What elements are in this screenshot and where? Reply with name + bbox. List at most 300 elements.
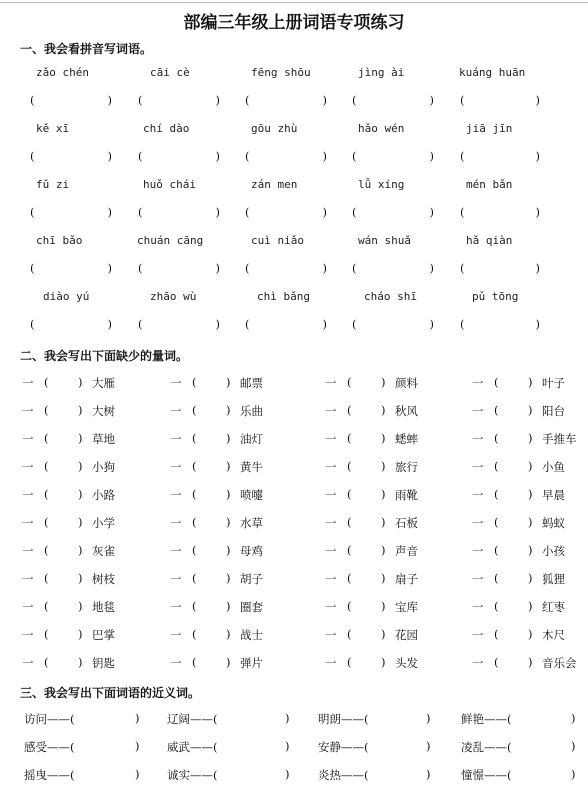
- close-paren: ): [429, 149, 434, 163]
- open-paren: (: [44, 543, 49, 557]
- open-paren: (: [44, 571, 49, 585]
- noun-word: 手推车: [542, 432, 577, 446]
- close-paren: ): [78, 487, 83, 501]
- open-paren: (: [30, 317, 35, 331]
- close-paren: ): [285, 711, 290, 725]
- measure-word-item: [170, 543, 310, 559]
- open-paren: (: [30, 149, 35, 163]
- prefix-yi: 一: [472, 404, 484, 418]
- close-paren: ): [226, 599, 231, 613]
- prefix-yi: 一: [325, 376, 337, 390]
- measure-word-item: [472, 543, 588, 559]
- synonym-item: [461, 711, 581, 727]
- synonym-item: [24, 767, 145, 783]
- close-paren: ): [381, 375, 386, 389]
- noun-word: 小学: [92, 516, 115, 530]
- pinyin-label: lǚ xíng: [358, 178, 405, 191]
- prefix-yi: 一: [170, 656, 182, 670]
- open-paren: (: [245, 317, 250, 331]
- synonym-prompt: 凌乱——(: [461, 740, 512, 754]
- answer-blank[interactable]: [460, 93, 540, 109]
- open-paren: (: [494, 543, 499, 557]
- noun-word: 战士: [240, 628, 263, 642]
- close-paren: ): [429, 93, 434, 107]
- noun-word: 水草: [240, 516, 263, 530]
- close-paren: ): [78, 543, 83, 557]
- pinyin-label: zhāo wù: [150, 290, 197, 303]
- synonym-item: [461, 739, 581, 755]
- synonym-prompt: 鲜艳——(: [461, 712, 512, 726]
- synonym-item: [24, 739, 145, 755]
- prefix-yi: 一: [472, 628, 484, 642]
- pinyin-label: chì bǎng: [257, 290, 310, 303]
- synonym-prompt: 访问——(: [24, 712, 75, 726]
- synonym-prompt: 摇曳——(: [24, 768, 75, 782]
- close-paren: ): [78, 515, 83, 529]
- answer-blank[interactable]: [30, 261, 112, 277]
- answer-blank[interactable]: [352, 149, 434, 165]
- measure-word-item: [472, 627, 588, 643]
- pinyin-label: mén bǎn: [466, 178, 513, 191]
- synonym-item: [167, 711, 295, 727]
- synonym-item: [167, 739, 295, 755]
- pinyin-label: cāi cè: [150, 66, 190, 79]
- synonym-item: [167, 767, 295, 783]
- noun-word: 巴掌: [92, 628, 115, 642]
- synonym-item: [318, 767, 436, 783]
- pinyin-label: kě xī: [36, 122, 70, 135]
- close-paren: ): [381, 543, 386, 557]
- noun-word: 蚂蚁: [542, 516, 565, 530]
- noun-word: 钥匙: [92, 656, 115, 670]
- prefix-yi: 一: [472, 432, 484, 446]
- noun-word: 小狗: [92, 460, 115, 474]
- close-paren: ): [135, 711, 140, 725]
- close-paren: ): [381, 515, 386, 529]
- prefix-yi: 一: [170, 628, 182, 642]
- answer-blank[interactable]: [30, 149, 112, 165]
- open-paren: (: [192, 543, 197, 557]
- open-paren: (: [352, 93, 357, 107]
- measure-word-item: [22, 403, 162, 419]
- open-paren: (: [460, 261, 465, 275]
- answer-blank[interactable]: [245, 317, 327, 333]
- noun-word: 黄牛: [240, 460, 263, 474]
- close-paren: ): [226, 459, 231, 473]
- close-paren: ): [528, 571, 533, 585]
- open-paren: (: [44, 627, 49, 641]
- close-paren: ): [571, 739, 576, 753]
- synonym-prompt: 感受——(: [24, 740, 75, 754]
- open-paren: (: [192, 375, 197, 389]
- close-paren: ): [226, 515, 231, 529]
- pinyin-label: fēng shōu: [251, 66, 311, 79]
- open-paren: (: [494, 403, 499, 417]
- noun-word: 油灯: [240, 432, 263, 446]
- open-paren: (: [192, 431, 197, 445]
- close-paren: ): [107, 149, 112, 163]
- answer-blank[interactable]: [352, 93, 434, 109]
- close-paren: ): [78, 403, 83, 417]
- pinyin-label: fǔ zi: [36, 178, 70, 191]
- prefix-yi: 一: [325, 572, 337, 586]
- close-paren: ): [429, 261, 434, 275]
- answer-blank[interactable]: [352, 205, 434, 221]
- answer-blank[interactable]: [30, 317, 112, 333]
- measure-word-item: [22, 515, 162, 531]
- prefix-yi: 一: [22, 572, 34, 586]
- close-paren: ): [528, 375, 533, 389]
- answer-blank[interactable]: [138, 149, 220, 165]
- close-paren: ): [135, 767, 140, 781]
- close-paren: ): [381, 487, 386, 501]
- measure-word-item: [22, 627, 162, 643]
- close-paren: ): [285, 767, 290, 781]
- answer-blank[interactable]: [460, 317, 540, 333]
- answer-blank[interactable]: [460, 261, 540, 277]
- open-paren: (: [30, 93, 35, 107]
- prefix-yi: 一: [472, 516, 484, 530]
- prefix-yi: 一: [22, 628, 34, 642]
- noun-word: 大树: [92, 404, 115, 418]
- close-paren: ): [226, 375, 231, 389]
- close-paren: ): [107, 205, 112, 219]
- close-paren: ): [571, 767, 576, 781]
- open-paren: (: [347, 543, 352, 557]
- pinyin-label: hǎo wén: [358, 122, 405, 135]
- measure-word-item: [22, 543, 162, 559]
- open-paren: (: [347, 487, 352, 501]
- open-paren: (: [44, 375, 49, 389]
- synonym-prompt: 炎热——(: [318, 768, 369, 782]
- close-paren: ): [381, 599, 386, 613]
- close-paren: ): [215, 317, 220, 331]
- measure-word-item: [472, 655, 588, 671]
- prefix-yi: 一: [472, 544, 484, 558]
- measure-word-item: [170, 599, 310, 615]
- close-paren: ): [426, 739, 431, 753]
- answer-blank[interactable]: [352, 317, 434, 333]
- prefix-yi: 一: [325, 628, 337, 642]
- close-paren: ): [78, 599, 83, 613]
- pinyin-label: cuì niǎo: [251, 234, 304, 247]
- open-paren: (: [192, 403, 197, 417]
- open-paren: (: [44, 515, 49, 529]
- open-paren: (: [347, 571, 352, 585]
- open-paren: (: [192, 571, 197, 585]
- noun-word: 乐曲: [240, 404, 263, 418]
- measure-word-item: [472, 403, 588, 419]
- answer-blank[interactable]: [138, 261, 220, 277]
- open-paren: (: [494, 375, 499, 389]
- prefix-yi: 一: [22, 432, 34, 446]
- noun-word: 树枝: [92, 572, 115, 586]
- open-paren: (: [138, 149, 143, 163]
- close-paren: ): [226, 655, 231, 669]
- pinyin-label: huǒ chái: [143, 178, 196, 191]
- synonym-prompt: 诚实——(: [167, 768, 218, 782]
- close-paren: ): [429, 317, 434, 331]
- prefix-yi: 一: [325, 544, 337, 558]
- measure-word-item: [170, 571, 310, 587]
- measure-word-item: [22, 487, 162, 503]
- noun-word: 头发: [395, 656, 418, 670]
- answer-blank[interactable]: [245, 205, 327, 221]
- measure-word-item: [325, 543, 465, 559]
- prefix-yi: 一: [325, 600, 337, 614]
- noun-word: 小鱼: [542, 460, 565, 474]
- open-paren: (: [138, 205, 143, 219]
- prefix-yi: 一: [22, 656, 34, 670]
- noun-word: 早晨: [542, 488, 565, 502]
- answer-blank[interactable]: [138, 205, 220, 221]
- measure-word-item: [170, 375, 310, 391]
- measure-word-item: [170, 403, 310, 419]
- prefix-yi: 一: [325, 656, 337, 670]
- prefix-yi: 一: [325, 460, 337, 474]
- open-paren: (: [494, 515, 499, 529]
- close-paren: ): [528, 487, 533, 501]
- prefix-yi: 一: [22, 488, 34, 502]
- measure-word-item: [325, 375, 465, 391]
- pinyin-label: gōu zhù: [251, 122, 298, 135]
- answer-blank[interactable]: [30, 93, 112, 109]
- open-paren: (: [352, 317, 357, 331]
- measure-word-item: [170, 515, 310, 531]
- open-paren: (: [347, 459, 352, 473]
- answer-blank[interactable]: [30, 205, 112, 221]
- measure-word-item: [22, 655, 162, 671]
- open-paren: (: [494, 599, 499, 613]
- close-paren: ): [381, 571, 386, 585]
- measure-word-item: [472, 459, 588, 475]
- open-paren: (: [192, 487, 197, 501]
- open-paren: (: [352, 149, 357, 163]
- prefix-yi: 一: [170, 516, 182, 530]
- noun-word: 草地: [92, 432, 115, 446]
- noun-word: 旅行: [395, 460, 418, 474]
- pinyin-label: chí dào: [143, 122, 190, 135]
- prefix-yi: 一: [22, 460, 34, 474]
- noun-word: 阳台: [542, 404, 565, 418]
- pinyin-label: wán shuǎ: [358, 234, 411, 247]
- close-paren: ): [78, 459, 83, 473]
- measure-word-item: [325, 487, 465, 503]
- close-paren: ): [78, 375, 83, 389]
- close-paren: ): [528, 431, 533, 445]
- open-paren: (: [460, 317, 465, 331]
- answer-blank[interactable]: [460, 205, 540, 221]
- open-paren: (: [494, 431, 499, 445]
- prefix-yi: 一: [325, 516, 337, 530]
- measure-word-item: [325, 599, 465, 615]
- noun-word: 母鸡: [240, 544, 263, 558]
- measure-word-item: [472, 599, 588, 615]
- noun-word: 宝库: [395, 600, 418, 614]
- noun-word: 胡子: [240, 572, 263, 586]
- open-paren: (: [494, 487, 499, 501]
- measure-word-item: [325, 403, 465, 419]
- noun-word: 颜料: [395, 376, 418, 390]
- synonym-prompt: 安静——(: [318, 740, 369, 754]
- pinyin-label: zǎo chén: [36, 66, 89, 79]
- measure-word-item: [170, 431, 310, 447]
- measure-word-item: [22, 431, 162, 447]
- prefix-yi: 一: [170, 600, 182, 614]
- close-paren: ): [528, 655, 533, 669]
- noun-word: 扇子: [395, 572, 418, 586]
- pinyin-label: zán men: [251, 178, 298, 191]
- noun-word: 叶子: [542, 376, 565, 390]
- noun-word: 小孩: [542, 544, 565, 558]
- measure-word-item: [325, 459, 465, 475]
- open-paren: (: [245, 93, 250, 107]
- prefix-yi: 一: [325, 432, 337, 446]
- top-rule: [0, 2, 588, 3]
- measure-word-item: [472, 431, 588, 447]
- close-paren: ): [322, 317, 327, 331]
- open-paren: (: [192, 515, 197, 529]
- prefix-yi: 一: [170, 572, 182, 586]
- open-paren: (: [347, 627, 352, 641]
- noun-word: 花园: [395, 628, 418, 642]
- prefix-yi: 一: [472, 460, 484, 474]
- answer-blank[interactable]: [245, 149, 327, 165]
- pinyin-label: chī bǎo: [36, 234, 83, 247]
- answer-blank[interactable]: [245, 261, 327, 277]
- prefix-yi: 一: [22, 544, 34, 558]
- prefix-yi: 一: [472, 488, 484, 502]
- open-paren: (: [352, 261, 357, 275]
- answer-blank[interactable]: [138, 317, 220, 333]
- close-paren: ): [535, 149, 540, 163]
- noun-word: 蟋蟀: [395, 432, 418, 446]
- prefix-yi: 一: [22, 600, 34, 614]
- answer-blank[interactable]: [352, 261, 434, 277]
- open-paren: (: [347, 599, 352, 613]
- noun-word: 圈套: [240, 600, 263, 614]
- close-paren: ): [135, 739, 140, 753]
- measure-word-item: [170, 627, 310, 643]
- synonym-item: [318, 711, 436, 727]
- prefix-yi: 一: [170, 460, 182, 474]
- section-title-pinyin: 一、我会看拼音写词语。: [20, 42, 153, 56]
- noun-word: 喷嚏: [240, 488, 263, 502]
- prefix-yi: 一: [325, 404, 337, 418]
- close-paren: ): [215, 205, 220, 219]
- close-paren: ): [78, 571, 83, 585]
- close-paren: ): [322, 149, 327, 163]
- pinyin-label: pǔ tōng: [472, 290, 519, 303]
- open-paren: (: [494, 627, 499, 641]
- close-paren: ): [78, 655, 83, 669]
- close-paren: ): [226, 627, 231, 641]
- close-paren: ): [535, 261, 540, 275]
- close-paren: ): [107, 93, 112, 107]
- noun-word: 雨靴: [395, 488, 418, 502]
- open-paren: (: [44, 655, 49, 669]
- open-paren: (: [347, 655, 352, 669]
- measure-word-item: [22, 599, 162, 615]
- open-paren: (: [494, 655, 499, 669]
- noun-word: 音乐会: [542, 656, 577, 670]
- open-paren: (: [245, 261, 250, 275]
- close-paren: ): [285, 739, 290, 753]
- close-paren: ): [215, 93, 220, 107]
- measure-word-item: [325, 655, 465, 671]
- noun-word: 小路: [92, 488, 115, 502]
- pinyin-label: hǎ qiàn: [466, 234, 513, 247]
- close-paren: ): [107, 317, 112, 331]
- close-paren: ): [528, 403, 533, 417]
- close-paren: ): [571, 711, 576, 725]
- synonym-item: [318, 739, 436, 755]
- noun-word: 秋风: [395, 404, 418, 418]
- close-paren: ): [535, 93, 540, 107]
- open-paren: (: [245, 205, 250, 219]
- close-paren: ): [535, 205, 540, 219]
- close-paren: ): [429, 205, 434, 219]
- prefix-yi: 一: [170, 544, 182, 558]
- measure-word-item: [472, 571, 588, 587]
- measure-word-item: [170, 459, 310, 475]
- close-paren: ): [215, 149, 220, 163]
- close-paren: ): [226, 431, 231, 445]
- open-paren: (: [347, 515, 352, 529]
- answer-blank[interactable]: [460, 149, 540, 165]
- pinyin-label: diào yú: [43, 290, 90, 303]
- open-paren: (: [245, 149, 250, 163]
- page-title: 部编三年级上册词语专项练习: [183, 13, 405, 33]
- open-paren: (: [494, 459, 499, 473]
- close-paren: ): [78, 627, 83, 641]
- measure-word-item: [472, 375, 588, 391]
- measure-word-item: [325, 431, 465, 447]
- prefix-yi: 一: [22, 376, 34, 390]
- prefix-yi: 一: [472, 572, 484, 586]
- answer-blank[interactable]: [138, 93, 220, 109]
- pinyin-label: jìng ài: [358, 66, 405, 79]
- answer-blank[interactable]: [245, 93, 327, 109]
- open-paren: (: [30, 261, 35, 275]
- close-paren: ): [528, 627, 533, 641]
- pinyin-label: cháo shī: [364, 290, 417, 303]
- noun-word: 狐狸: [542, 572, 565, 586]
- close-paren: ): [226, 543, 231, 557]
- section-title-synonyms: 三、我会写出下面词语的近义词。: [20, 686, 201, 700]
- open-paren: (: [192, 627, 197, 641]
- pinyin-label: kuáng huān: [459, 66, 526, 79]
- prefix-yi: 一: [22, 404, 34, 418]
- open-paren: (: [138, 317, 143, 331]
- close-paren: ): [381, 655, 386, 669]
- open-paren: (: [347, 431, 352, 445]
- close-paren: ): [322, 93, 327, 107]
- close-paren: ): [322, 205, 327, 219]
- noun-word: 声音: [395, 544, 418, 558]
- synonym-prompt: 辽阔——(: [167, 712, 218, 726]
- synonym-prompt: 明朗——(: [318, 712, 369, 726]
- open-paren: (: [30, 205, 35, 219]
- noun-word: 邮票: [240, 376, 263, 390]
- close-paren: ): [528, 515, 533, 529]
- open-paren: (: [494, 571, 499, 585]
- close-paren: ): [535, 317, 540, 331]
- measure-word-item: [170, 655, 310, 671]
- prefix-yi: 一: [325, 488, 337, 502]
- close-paren: ): [381, 431, 386, 445]
- close-paren: ): [78, 431, 83, 445]
